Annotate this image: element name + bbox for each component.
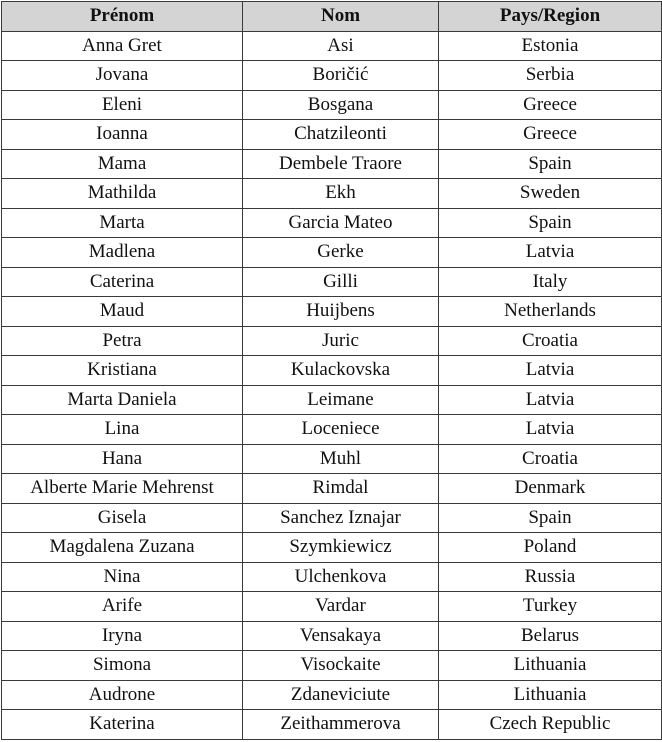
country-cell: Latvia bbox=[439, 356, 662, 386]
first-name-cell: Arife bbox=[2, 592, 243, 622]
country-cell: Spain bbox=[439, 503, 662, 533]
table-row bbox=[2, 61, 662, 91]
table-row bbox=[2, 149, 662, 179]
country-cell: Lithuania bbox=[439, 651, 662, 681]
first-name-cell: Madlena bbox=[2, 238, 243, 268]
first-name-cell: Ioanna bbox=[2, 120, 243, 150]
last-name-cell: Szymkiewicz bbox=[243, 533, 439, 563]
table-row bbox=[2, 562, 662, 592]
last-name-cell: Vensakaya bbox=[243, 621, 439, 651]
last-name-cell: Gerke bbox=[243, 238, 439, 268]
first-name-cell: Anna Gret bbox=[2, 31, 243, 61]
first-name-cell: Eleni bbox=[2, 90, 243, 120]
country-cell: Greece bbox=[439, 90, 662, 120]
first-name-cell: Hana bbox=[2, 444, 243, 474]
first-name-cell: Gisela bbox=[2, 503, 243, 533]
last-name-cell: Asi bbox=[243, 31, 439, 61]
header-pays-region: Pays/Region bbox=[439, 2, 662, 32]
table-row bbox=[2, 238, 662, 268]
table-row bbox=[2, 90, 662, 120]
last-name-cell: Dembele Traore bbox=[243, 149, 439, 179]
table-row bbox=[2, 208, 662, 238]
table-row bbox=[2, 474, 662, 504]
last-name-cell: Visockaite bbox=[243, 651, 439, 681]
last-name-cell: Ekh bbox=[243, 179, 439, 209]
last-name-cell: Boričić bbox=[243, 61, 439, 91]
first-name-cell: Mathilda bbox=[2, 179, 243, 209]
country-cell: Croatia bbox=[439, 326, 662, 356]
country-cell: Italy bbox=[439, 267, 662, 297]
names-table bbox=[1, 1, 662, 740]
table-row bbox=[2, 710, 662, 740]
last-name-cell: Zdaneviciute bbox=[243, 680, 439, 710]
last-name-cell: Rimdal bbox=[243, 474, 439, 504]
last-name-cell: Ulchenkova bbox=[243, 562, 439, 592]
country-cell: Netherlands bbox=[439, 297, 662, 327]
table-row bbox=[2, 680, 662, 710]
first-name-cell: Mama bbox=[2, 149, 243, 179]
country-cell: Latvia bbox=[439, 415, 662, 445]
first-name-cell: Katerina bbox=[2, 710, 243, 740]
country-cell: Spain bbox=[439, 149, 662, 179]
country-cell: Turkey bbox=[439, 592, 662, 622]
first-name-cell: Nina bbox=[2, 562, 243, 592]
table-row bbox=[2, 267, 662, 297]
country-cell: Greece bbox=[439, 120, 662, 150]
country-cell: Croatia bbox=[439, 444, 662, 474]
country-cell: Czech Republic bbox=[439, 710, 662, 740]
table-row bbox=[2, 503, 662, 533]
first-name-cell: Iryna bbox=[2, 621, 243, 651]
country-cell: Estonia bbox=[439, 31, 662, 61]
last-name-cell: Muhl bbox=[243, 444, 439, 474]
first-name-cell: Simona bbox=[2, 651, 243, 681]
first-name-cell: Alberte Marie Mehrenst bbox=[2, 474, 243, 504]
last-name-cell: Vardar bbox=[243, 592, 439, 622]
table-row bbox=[2, 415, 662, 445]
first-name-cell: Audrone bbox=[2, 680, 243, 710]
table-row bbox=[2, 621, 662, 651]
last-name-cell: Bosgana bbox=[243, 90, 439, 120]
country-cell: Lithuania bbox=[439, 680, 662, 710]
table-row bbox=[2, 651, 662, 681]
header-nom: Nom bbox=[243, 2, 439, 32]
first-name-cell: Lina bbox=[2, 415, 243, 445]
table-row bbox=[2, 179, 662, 209]
first-name-cell: Marta bbox=[2, 208, 243, 238]
table-row bbox=[2, 326, 662, 356]
table-row bbox=[2, 385, 662, 415]
first-name-cell: Marta Daniela bbox=[2, 385, 243, 415]
table-row bbox=[2, 297, 662, 327]
last-name-cell: Sanchez Iznajar bbox=[243, 503, 439, 533]
country-cell: Belarus bbox=[439, 621, 662, 651]
last-name-cell: Huijbens bbox=[243, 297, 439, 327]
country-cell: Russia bbox=[439, 562, 662, 592]
last-name-cell: Zeithammerova bbox=[243, 710, 439, 740]
last-name-cell: Juric bbox=[243, 326, 439, 356]
last-name-cell: Kulackovska bbox=[243, 356, 439, 386]
header-prenom: Prénom bbox=[2, 2, 243, 32]
first-name-cell: Magdalena Zuzana bbox=[2, 533, 243, 563]
table-row bbox=[2, 444, 662, 474]
first-name-cell: Maud bbox=[2, 297, 243, 327]
last-name-cell: Chatzileonti bbox=[243, 120, 439, 150]
country-cell: Serbia bbox=[439, 61, 662, 91]
last-name-cell: Gilli bbox=[243, 267, 439, 297]
country-cell: Latvia bbox=[439, 238, 662, 268]
first-name-cell: Jovana bbox=[2, 61, 243, 91]
last-name-cell: Leimane bbox=[243, 385, 439, 415]
country-cell: Poland bbox=[439, 533, 662, 563]
table-body bbox=[2, 31, 662, 739]
table-row bbox=[2, 120, 662, 150]
last-name-cell: Loceniece bbox=[243, 415, 439, 445]
table-row bbox=[2, 356, 662, 386]
table-header-row bbox=[2, 2, 662, 32]
table-row bbox=[2, 31, 662, 61]
country-cell: Spain bbox=[439, 208, 662, 238]
country-cell: Latvia bbox=[439, 385, 662, 415]
first-name-cell: Kristiana bbox=[2, 356, 243, 386]
last-name-cell: Garcia Mateo bbox=[243, 208, 439, 238]
first-name-cell: Petra bbox=[2, 326, 243, 356]
table-row bbox=[2, 533, 662, 563]
country-cell: Sweden bbox=[439, 179, 662, 209]
country-cell: Denmark bbox=[439, 474, 662, 504]
first-name-cell: Caterina bbox=[2, 267, 243, 297]
table-row bbox=[2, 592, 662, 622]
